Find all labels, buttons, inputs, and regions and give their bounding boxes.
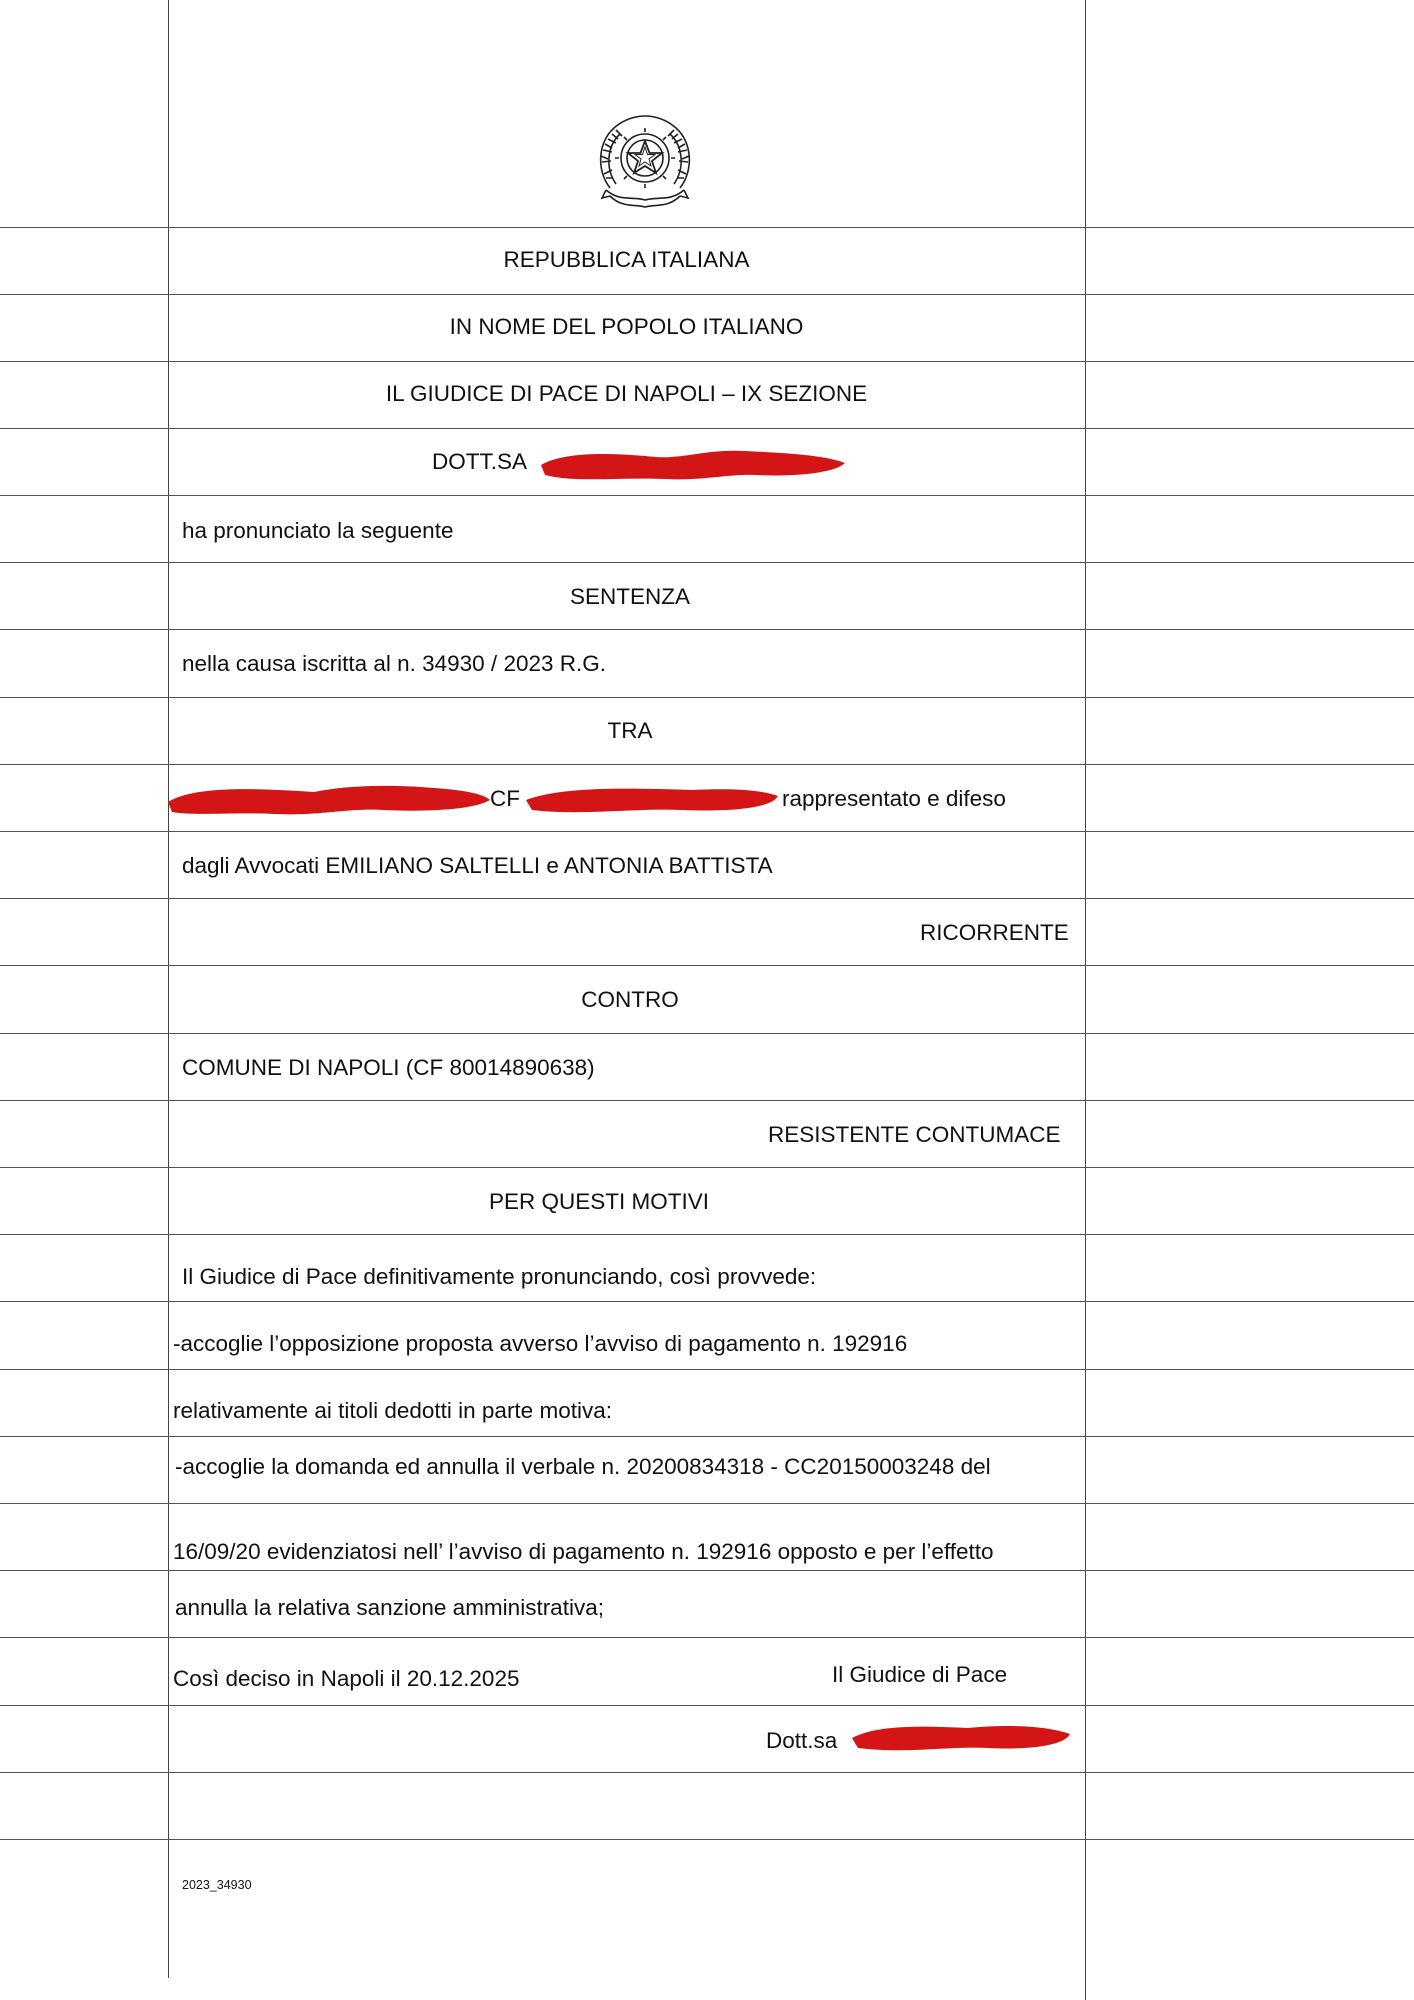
ruling-line-1: Il Giudice di Pace definitivamente pronunciando, così provvede: <box>182 1264 817 1289</box>
ruled-line <box>0 1637 1414 1638</box>
judge-prefix: DOTT.SA <box>432 449 528 474</box>
ruled-line <box>0 1167 1414 1168</box>
place-and-date: Così deciso in Napoli il 20.12.2025 <box>173 1666 520 1691</box>
ruled-line <box>0 1301 1414 1302</box>
between-label: TRA <box>607 718 653 743</box>
applicant-role: RICORRENTE <box>920 920 1069 945</box>
ruled-line <box>0 1033 1414 1034</box>
header-people: IN NOME DEL POPOLO ITALIANO <box>449 314 804 339</box>
redaction-mark-signer-name <box>848 1716 1074 1760</box>
respondent-line: COMUNE DI NAPOLI (CF 80014890638) <box>182 1055 595 1080</box>
pronounce-line: ha pronunciato la seguente <box>182 518 454 543</box>
ruling-line-4: -accoglie la domanda ed annulla il verbale n. 20200834318 - CC20150003248 del <box>175 1454 991 1479</box>
ruling-heading: PER QUESTI MOTIVI <box>488 1189 710 1214</box>
ruling-line-3: relativamente ai titoli dedotti in parte motiva: <box>173 1398 612 1423</box>
ruled-line <box>0 898 1414 899</box>
redaction-mark-applicant-cf <box>522 776 782 822</box>
ruled-line <box>0 1234 1414 1235</box>
header-court: IL GIUDICE DI PACE DI NAPOLI – IX SEZIONE <box>385 381 868 406</box>
ruled-line <box>0 1436 1414 1437</box>
case-reference: nella causa iscritta al n. 34930 / 2023 R.G. <box>182 651 606 676</box>
ruled-line <box>0 227 1414 228</box>
ruled-line <box>0 831 1414 832</box>
ruled-line <box>0 1369 1414 1370</box>
ruled-line <box>0 1772 1414 1773</box>
ruled-line <box>0 629 1414 630</box>
ruled-line <box>0 1570 1414 1571</box>
ruled-line <box>0 1705 1414 1706</box>
redaction-mark-applicant-name <box>164 776 494 822</box>
against-label: CONTRO <box>581 987 679 1012</box>
applicant-representation: rappresentato e difeso <box>782 786 1006 811</box>
ruled-line <box>0 965 1414 966</box>
ruled-line <box>0 428 1414 429</box>
ruled-line <box>0 764 1414 765</box>
redaction-mark-judge-name <box>535 443 850 487</box>
ruled-line <box>0 697 1414 698</box>
italian-republic-emblem-icon <box>590 108 700 216</box>
header-republic: REPUBBLICA ITALIANA <box>503 247 750 272</box>
ruling-line-6: annulla la relativa sanzione amministrativa; <box>175 1595 604 1620</box>
ruled-line <box>0 1503 1414 1504</box>
signer-prefix: Dott.sa <box>766 1728 838 1753</box>
signer-title: Il Giudice di Pace <box>832 1662 1008 1687</box>
ruled-line <box>0 1100 1414 1101</box>
applicant-cf-label: CF <box>490 786 520 811</box>
ruled-line <box>0 1839 1414 1840</box>
ruled-line <box>0 361 1414 362</box>
respondent-role: RESISTENTE CONTUMACE <box>768 1122 1061 1147</box>
document-title: SENTENZA <box>569 584 690 609</box>
ruling-line-2: -accoglie l’opposizione proposta avverso l’avviso di pagamento n. 192916 <box>173 1331 908 1356</box>
ruled-line <box>0 495 1414 496</box>
ruling-line-5: 16/09/20 evidenziatosi nell’ l’avviso di pagamento n. 192916 opposto e per l’effetto <box>173 1539 994 1564</box>
ruled-line <box>0 562 1414 563</box>
footer-code: 2023_34930 <box>182 1878 252 1892</box>
ruled-line <box>0 294 1414 295</box>
lawyers-line: dagli Avvocati EMILIANO SALTELLI e ANTONIA BATTISTA <box>182 853 773 878</box>
